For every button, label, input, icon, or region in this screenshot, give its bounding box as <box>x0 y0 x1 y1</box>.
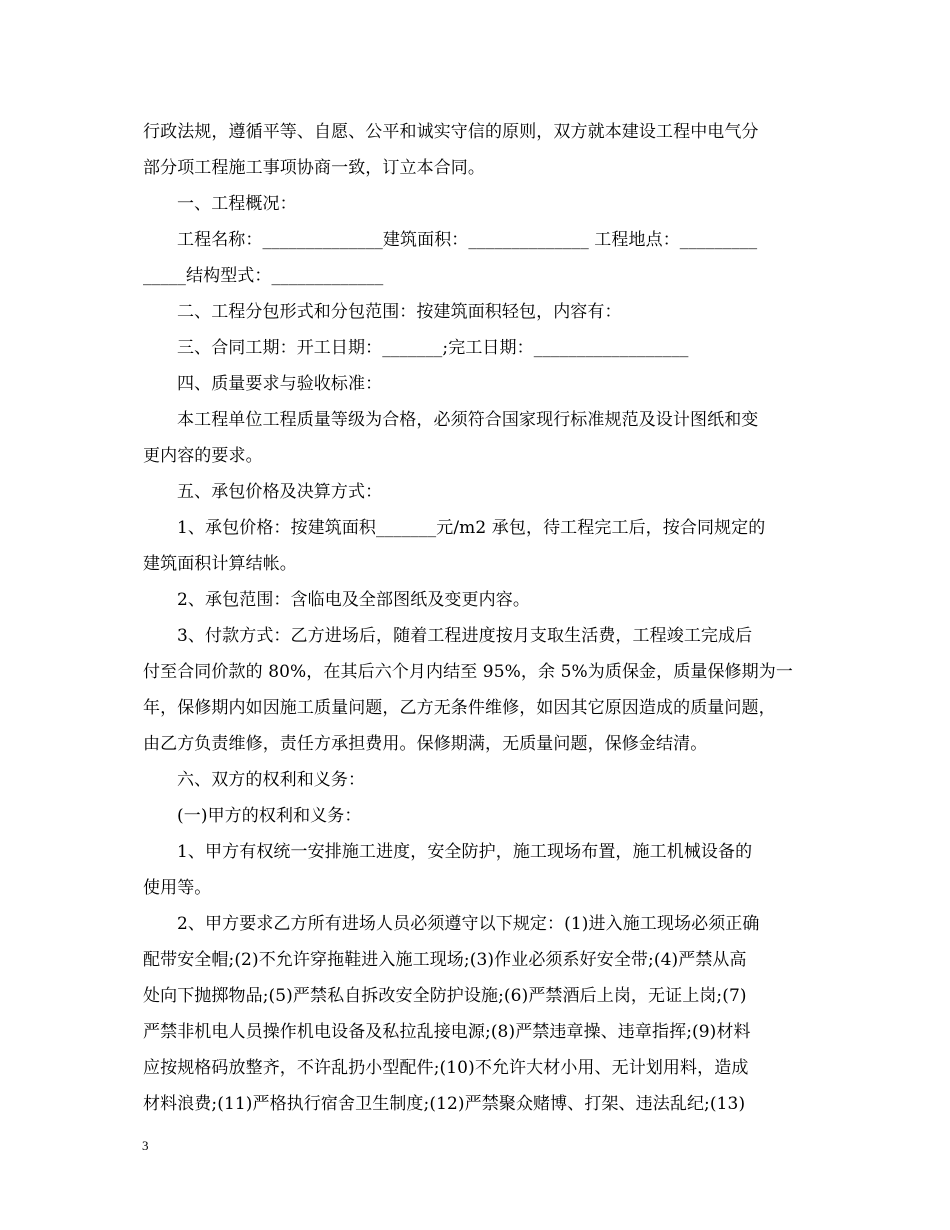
text-line: 三、合同工期：开工日期：_______;完工日期：__________________ <box>177 338 689 358</box>
text-line: 1、甲方有权统一安排施工进度，安全防护，施工现场布置，施工机械设备的 <box>177 842 753 862</box>
text-line: 1、承包价格：按建筑面积_______元/m2 承包，待工程完工后，按合同规定的 <box>177 518 766 538</box>
text-line: 行政法规，遵循平等、自愿、公平和诚实守信的原则，双方就本建设工程中电气分 <box>143 122 759 142</box>
text-line: 五、承包价格及决算方式： <box>177 482 383 502</box>
text-line: 由乙方负责维修，责任方承担费用。保修期满，无质量问题，保修金结清。 <box>143 734 708 754</box>
text-line: 2、承包范围：含临电及全部图纸及变更内容。 <box>177 590 530 610</box>
text-line: 一、工程概况： <box>177 194 297 214</box>
text-line: 处向下抛掷物品;(5)严禁私自拆改安全防护设施;(6)严禁酒后上岗，无证上岗;(7) <box>143 986 747 1006</box>
text-line: 部分项工程施工事项协商一致，订立本合同。 <box>143 158 485 178</box>
page-number: 3 <box>142 1138 149 1153</box>
text-line: 二、工程分包形式和分包范围：按建筑面积轻包，内容有： <box>177 302 622 322</box>
text-line: (一)甲方的权利和义务： <box>177 806 362 826</box>
text-line: 材料浪费;(11)严格执行宿舍卫生制度;(12)严禁聚众赌博、打架、违法乱纪;(13) <box>143 1094 746 1114</box>
text-line: 四、质量要求与验收标准： <box>177 374 383 394</box>
text-line: 六、双方的权利和义务： <box>177 770 366 790</box>
text-line: 使用等。 <box>143 878 212 898</box>
text-line: 3、付款方式：乙方进场后，随着工程进度按月支取生活费，工程竣工完成后 <box>177 626 753 646</box>
text-line: 严禁非机电人员操作机电设备及私拉乱接电源;(8)严禁违章操、违章指挥;(9)材料 <box>143 1022 751 1042</box>
text-line: 建筑面积计算结帐。 <box>143 554 297 574</box>
text-line: 工程名称：______________建筑面积：______________ 工程地点：_________ <box>177 230 758 250</box>
text-line: 更内容的要求。 <box>143 446 263 466</box>
text-line: 年，保修期内如因施工质量问题，乙方无条件维修，如因其它原因造成的质量问题， <box>143 698 776 718</box>
text-line: 付至合同价款的 80%，在其后六个月内结至 95%，余 5%为质保金，质量保修期为一 <box>143 662 793 682</box>
text-line: _____结构型式：_____________ <box>143 266 384 286</box>
document-body <box>143 114 813 1122</box>
text-line: 2、甲方要求乙方所有进场人员必须遵守以下规定：(1)进入施工现场必须正确 <box>177 914 760 934</box>
text-line: 应按规格码放整齐，不许乱扔小型配件;(10)不允许大材小用、无计划用料，造成 <box>143 1058 749 1078</box>
text-line: 配带安全帽;(2)不允许穿拖鞋进入施工现场;(3)作业必须系好安全带;(4)严禁从高 <box>143 950 747 970</box>
text-line: 本工程单位工程质量等级为合格，必须符合国家现行标准规范及设计图纸和变 <box>177 410 759 430</box>
